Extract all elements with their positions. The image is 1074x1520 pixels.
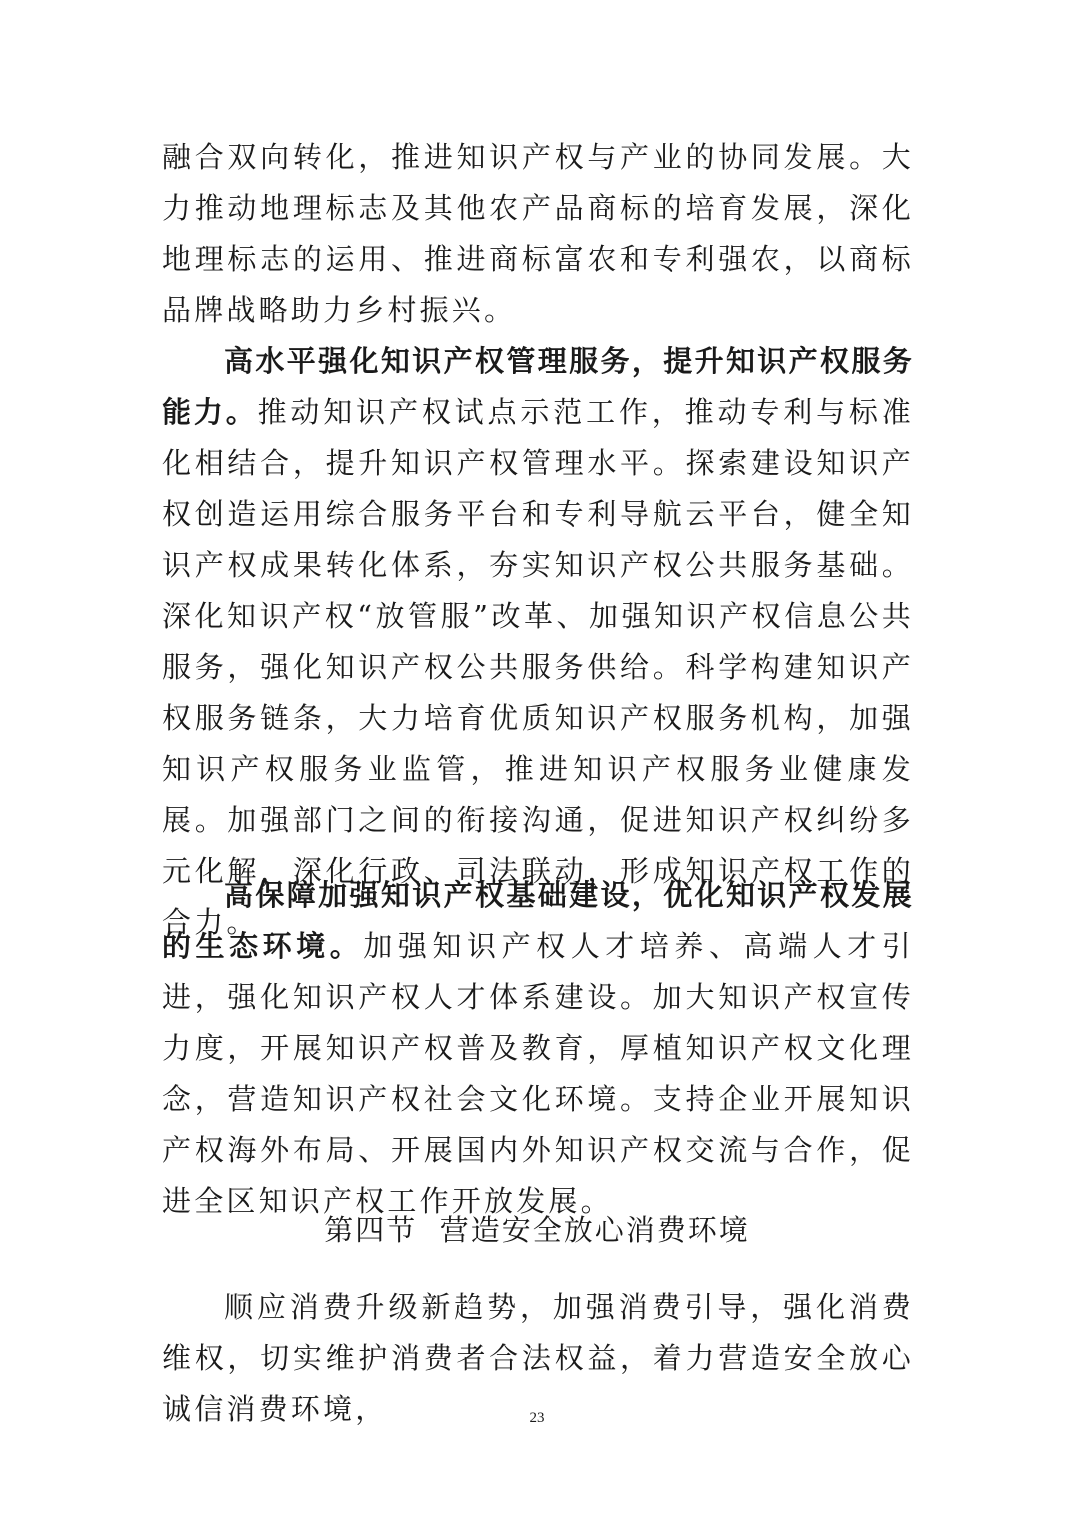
section-heading [0, 1208, 1074, 1249]
paragraph-heading-management: 高水平强化知识产权管理服务，提升知识产权服务能力。 [162, 344, 914, 429]
paragraph-block-1 [162, 132, 914, 336]
paragraph-block-2 [162, 336, 914, 948]
paragraph-rural-revitalization: 融合双向转化，推进知识产权与产业的协同发展。大力推动地理标志及其他农产品商标的培育发展，深化地理标志的运用、推进商标富农和专利强农，以商标品牌战略助力乡村振兴。 [162, 140, 914, 327]
paragraph-management-services [162, 336, 914, 948]
paragraph-consumer-environment: 顺应消费升级新趋势，加强消费引导，强化消费维权，切实维护消费者合法权益，着力营造安全放心诚信消费环境， [162, 1290, 914, 1426]
section-title: 第四节 营造安全放心消费环境 [324, 1213, 750, 1247]
paragraph-infrastructure [162, 870, 914, 1227]
paragraph-heading-infrastructure: 高保障加强知识产权基础建设，优化知识产权发展的生态环境。 [162, 878, 914, 963]
page-number: 23 [529, 1410, 545, 1426]
paragraph-block-3 [162, 870, 914, 1227]
paragraph-body-infrastructure: 加强知识产权人才培养、高端人才引进，强化知识产权人才体系建设。加大知识产权宣传力度，开展知识产权普及教育，厚植知识产权文化理念，营造知识产权社会文化环境。支持企业开展知识产权海外布局、开展国内外知识产权交流与合作，促进全区知识产权工作开放发展。 [162, 929, 914, 1218]
paragraph-body-management: 推动知识产权试点示范工作，推动专利与标准化相结合，提升知识产权管理水平。探索建设知识产权创造运用综合服务平台和专利导航云平台，健全知识产权成果转化体系，夯实知识产权公共服务基础。深化知识产权“放管服”改革、加强知识产权信息公共服务，强化知识产权公共服务供给。科学构建知识产权服务链条，大力培育优质知识产权服务机构，加强知识产权服务业监管，推进知识产权服务业健康发展。加强部门之间的衔接沟通，促进知识产权纠纷多元化解，深化行政、司法联动，形成知识产权工作的合力。 [162, 395, 914, 939]
